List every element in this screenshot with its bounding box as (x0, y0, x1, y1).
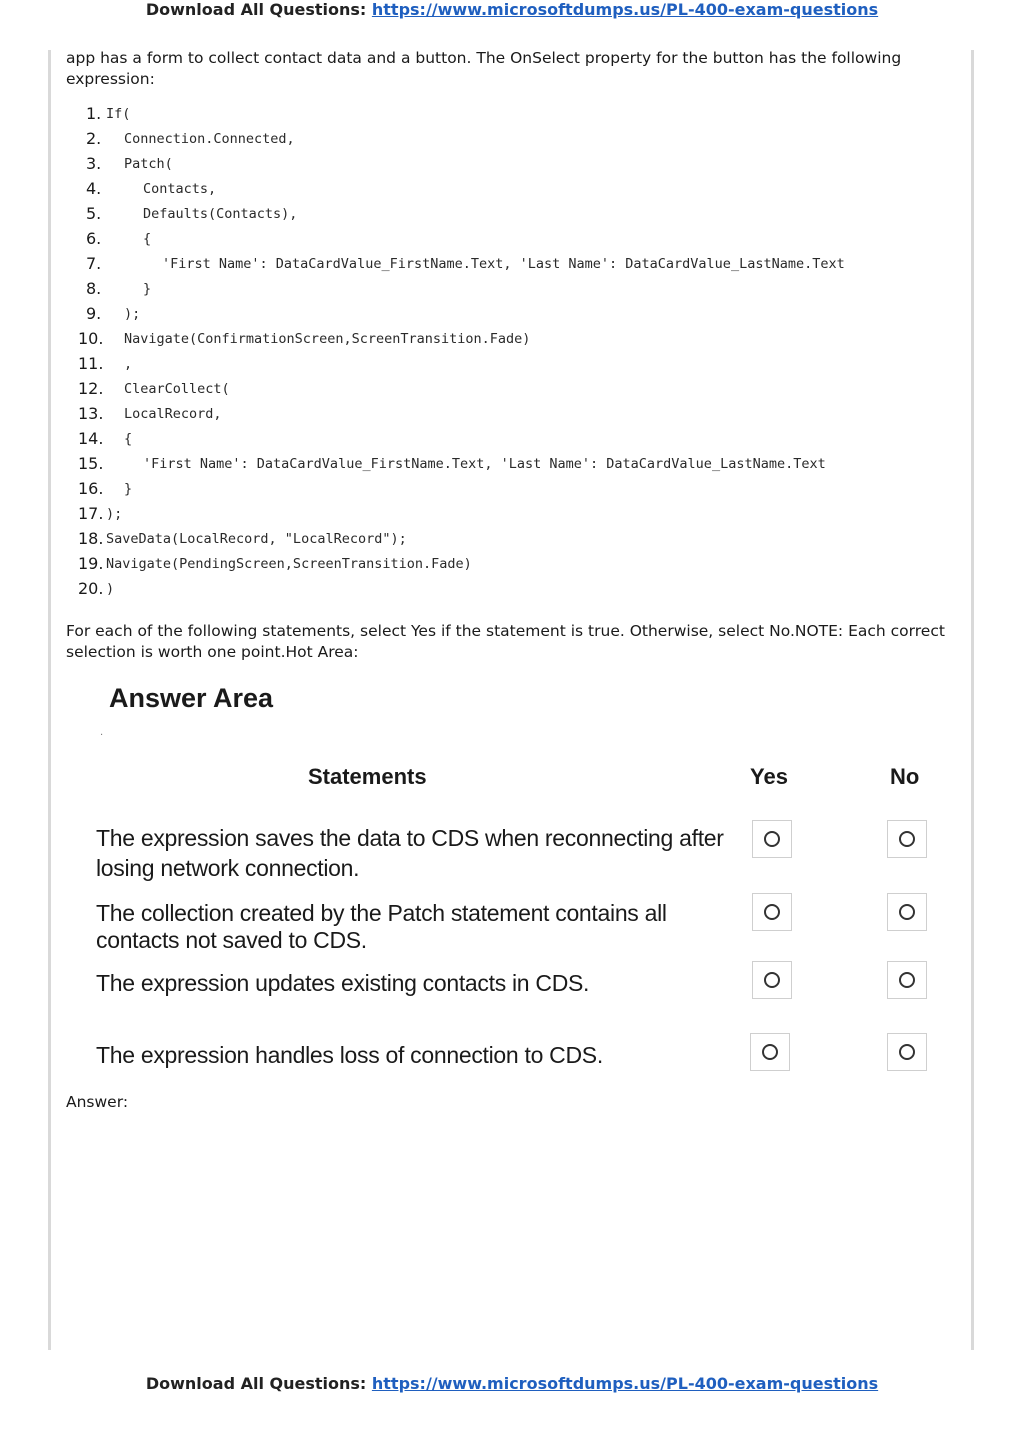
radio-circle-icon (764, 904, 780, 920)
line-text: { (143, 231, 152, 247)
line-text: Connection.Connected, (124, 131, 295, 147)
statement-1: The expression saves the data to CDS when reconnecting after losing network connection. (96, 825, 724, 881)
line-text: SaveData(LocalRecord, "LocalRecord"); (106, 531, 407, 547)
line-number: 7. (86, 254, 102, 273)
radio-circle-icon (899, 972, 915, 988)
line-text: ); (124, 306, 141, 322)
line-number: 16. (78, 479, 104, 498)
page-footer (0, 1374, 1024, 1393)
radio-circle-icon (762, 1044, 778, 1060)
answer-area-title: Answer Area (109, 683, 274, 713)
footer-link[interactable]: https://www.microsoftdumps.us/PL-400-exam-questions (371, 1374, 879, 1393)
header-link[interactable]: https://www.microsoftdumps.us/PL-400-exam-questions (371, 0, 879, 19)
line-number: 13. (78, 404, 104, 423)
right-border-line (971, 50, 974, 1350)
line-text: If( (106, 106, 131, 122)
statement-3-yes-radio[interactable] (752, 961, 792, 999)
page-header (0, 0, 1024, 19)
line-number: 19. (78, 554, 104, 573)
line-number: 1. (86, 104, 102, 123)
line-text: } (124, 481, 133, 497)
line-number: 9. (86, 304, 102, 323)
line-number: 12. (78, 379, 104, 398)
line-number: 8. (86, 279, 102, 298)
no-column-header: No (890, 764, 920, 789)
line-text: ) (106, 581, 115, 597)
line-text: ); (106, 506, 123, 522)
line-number: 10. (78, 329, 104, 348)
statement-3: The expression updates existing contacts in CDS. (96, 970, 590, 996)
radio-circle-icon (764, 972, 780, 988)
decorative-dot: · (100, 730, 104, 741)
line-text: , (124, 356, 133, 372)
line-text: 'First Name': DataCardValue_FirstName.Text, 'Last Name': DataCardValue_LastName.Text (143, 456, 826, 472)
statement-4-no-radio[interactable] (887, 1033, 927, 1071)
line-text: Navigate(ConfirmationScreen,ScreenTransition.Fade) (124, 331, 531, 347)
yes-column-header: Yes (750, 764, 788, 789)
line-text: 'First Name': DataCardValue_FirstName.Text, 'Last Name': DataCardValue_LastName.Text (162, 256, 845, 272)
line-number: 2. (86, 129, 102, 148)
line-text: } (143, 281, 152, 297)
line-text: Patch( (124, 156, 173, 172)
statement-2-no-radio[interactable] (887, 893, 927, 931)
line-number: 15. (78, 454, 104, 473)
line-number: 3. (86, 154, 102, 173)
question-intro: app has a form to collect contact data and a button. The OnSelect property for the button has the following expression: (66, 49, 902, 88)
radio-circle-icon (899, 1044, 915, 1060)
statement-2-yes-radio[interactable] (752, 893, 792, 931)
line-text: { (124, 431, 133, 447)
left-border-line (48, 50, 51, 1350)
statements-column-header: Statements (308, 764, 427, 789)
answer-label: Answer: (66, 1093, 129, 1111)
line-number: 11. (78, 354, 104, 373)
line-number: 5. (86, 204, 102, 223)
statement-3-no-radio[interactable] (887, 961, 927, 999)
radio-circle-icon (764, 831, 780, 847)
statement-1-no-radio[interactable] (887, 820, 927, 858)
question-instructions: For each of the following statements, select Yes if the statement is true. Otherwise, select No.NOTE: Each correct selection is worth one point.Hot Area: (66, 622, 945, 661)
footer-label: Download All Questions: (145, 1374, 367, 1393)
line-text: ClearCollect( (124, 381, 230, 397)
radio-circle-icon (899, 904, 915, 920)
radio-circle-icon (899, 831, 915, 847)
line-number: 6. (86, 229, 102, 248)
line-number: 4. (86, 179, 102, 198)
statement-4: The expression handles loss of connection to CDS. (96, 1042, 603, 1068)
line-number: 17. (78, 504, 104, 523)
line-text: Navigate(PendingScreen,ScreenTransition.Fade) (106, 556, 472, 572)
statement-2: The collection created by the Patch statement contains all contacts not saved to CDS. (96, 900, 667, 953)
line-text: LocalRecord, (124, 406, 222, 422)
header-label: Download All Questions: (145, 0, 367, 19)
statement-4-yes-radio[interactable] (750, 1033, 790, 1071)
line-text: Defaults(Contacts), (143, 206, 298, 222)
line-text: Contacts, (143, 181, 217, 197)
line-number: 14. (78, 429, 104, 448)
statement-1-yes-radio[interactable] (752, 820, 792, 858)
line-number: 20. (78, 579, 104, 598)
line-number: 18. (78, 529, 104, 548)
